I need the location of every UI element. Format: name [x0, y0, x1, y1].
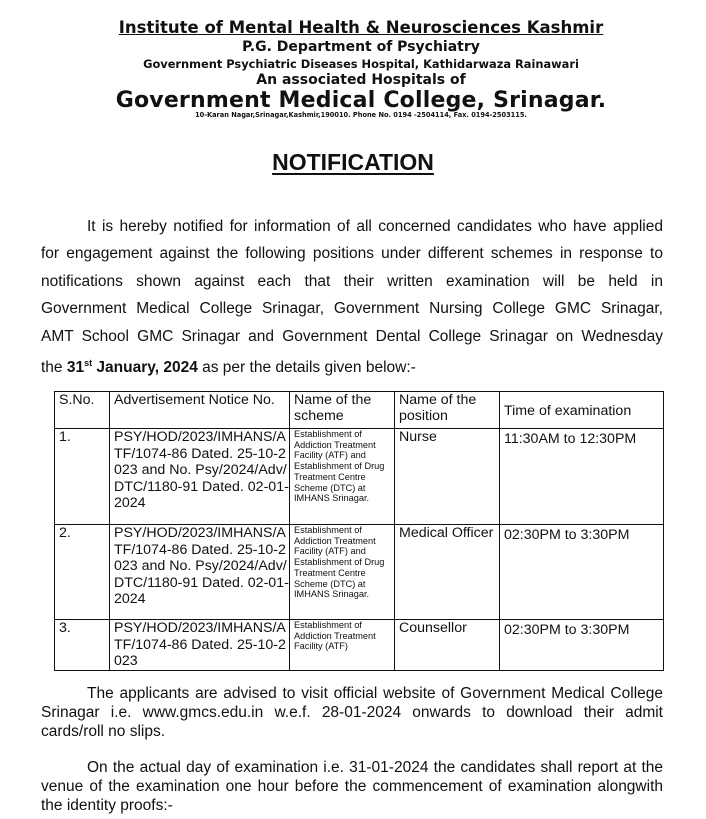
institute-name: Institute of Mental Health & Neurosciences Kashmir — [118, 18, 604, 37]
cell-notice: PSY/HOD/2023/IMHANS/ATF/1074-86 Dated. 25-10-2023 and No. Psy/2024/Adv/DTC/1180-91 Dated. 02-01-2024 — [110, 429, 290, 525]
table-header-row — [55, 392, 664, 429]
hospital-name: Government Psychiatric Diseases Hospital, Kathidarwaza Rainawari — [143, 57, 579, 71]
cell-time: 02:30PM to 3:30PM — [500, 525, 664, 620]
cell-time: 02:30PM to 3:30PM — [500, 620, 664, 671]
cell-scheme: Establishment of Addiction Treatment Facility (ATF) and Establishment of Drug Treatment Centre Scheme (DTC) at IMHANS Srinagar. — [290, 525, 395, 620]
exam-schedule-table — [54, 391, 664, 671]
header-scheme: Name of the scheme — [290, 392, 395, 429]
intro-line-last: the 31st January, 2024 as per the details given below:- — [41, 357, 416, 377]
intro-line: AMT School GMC Srinagar and Government Dental College Srinagar on Wednesday — [41, 327, 663, 345]
table-row — [55, 525, 664, 620]
address-line: 10-Karan Nagar,Srinagar,Kashmir,190010. Phone No. 0194 -2504114, Fax. 0194-2503115. — [195, 111, 527, 119]
cell-scheme: Establishment of Addiction Treatment Facility (ATF) and Establishment of Drug Treatment Centre Scheme (DTC) at IMHANS Srinagar. — [290, 429, 395, 525]
college-name: Government Medical College, Srinagar. — [115, 88, 607, 113]
cell-position: Nurse — [395, 429, 500, 525]
cell-sno: 1. — [55, 429, 110, 525]
cell-position: Counsellor — [395, 620, 500, 671]
department-name: P.G. Department of Psychiatry — [242, 39, 480, 55]
exam-date: 31st January, 2024 — [66, 357, 198, 377]
page-title: NOTIFICATION — [272, 149, 434, 175]
admit-card-paragraph: The applicants are advised to visit official website of Government Medical College Srinagar i.e. www.gmcs.edu.in w.e.f. 28-01-2024 onwards to download their admit cards/roll no slips. — [41, 685, 663, 740]
intro-line: for engagement against the following positions under different schemes in response to — [41, 245, 663, 263]
header-time: Time of examination — [500, 392, 664, 429]
cell-time: 11:30AM to 12:30PM — [500, 429, 664, 525]
cell-scheme: Establishment of Addiction Treatment Facility (ATF) — [290, 620, 395, 671]
intro-line: Government Medical College Srinagar, Government Nursing College GMC Srinagar, — [41, 300, 663, 318]
cell-notice: PSY/HOD/2023/IMHANS/ATF/1074-86 Dated. 25-10-2023 and No. Psy/2024/Adv/DTC/1180-91 Dated. 02-01-2024 — [110, 525, 290, 620]
intro-line: It is hereby notified for information of all concerned candidates who have applied — [87, 218, 663, 235]
header-position: Name of the position — [395, 392, 500, 429]
cell-notice: PSY/HOD/2023/IMHANS/ATF/1074-86 Dated. 25-10-2023 — [110, 620, 290, 671]
table-row — [55, 620, 664, 671]
header-sno: S.No. — [55, 392, 110, 429]
reporting-paragraph: On the actual day of examination i.e. 31-01-2024 the candidates shall report at the venue of the examination one hour before the commencement of examination alongwith the identity proofs:- — [41, 759, 663, 814]
cell-position: Medical Officer — [395, 525, 500, 620]
intro-paragraph — [41, 213, 663, 377]
table-row — [55, 429, 664, 525]
cell-sno: 2. — [55, 525, 110, 620]
association-line: An associated Hospitals of — [256, 72, 466, 88]
cell-sno: 3. — [55, 620, 110, 671]
header-notice: Advertisement Notice No. — [110, 392, 290, 429]
intro-line: notifications shown against each that their written examination will be held in — [41, 272, 663, 290]
